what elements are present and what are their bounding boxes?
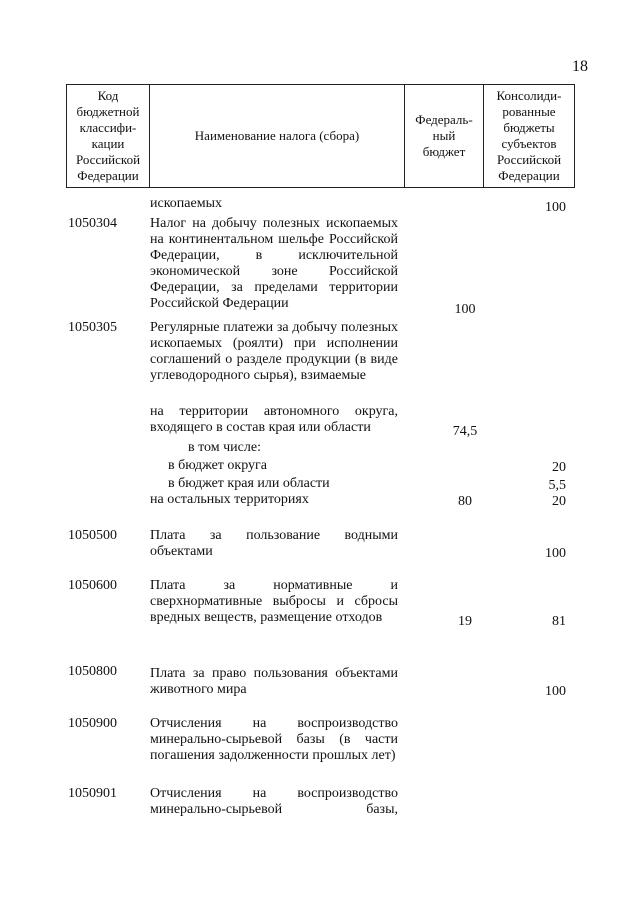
row-1050305-code: 1050305 [68,320,117,335]
row-1050800-code: 1050800 [68,664,117,679]
row-1050901-name: Отчисления на воспроизводство минерально-сырьевой базы, [150,786,398,817]
row-1050305-district-consolidated: 20 [552,460,566,475]
row-1050305-other-consolidated: 20 [552,494,566,509]
row-1050304-name: Налог на добычу полезных ископаемых на континентальном шельфе Российской Федерации, в исключительной экономической зоне Российской Федерации, за пределами территории Российской Федерации [150,216,398,311]
header-name-column: Наименование налога (сбора) [150,85,405,188]
row-1050305-district-budget: в бюджет округа [168,458,267,473]
row-1050800-consolidated: 100 [545,684,566,699]
row-1050305-region-budget: в бюджет края или области [168,476,330,491]
row-continuation-consolidated: 100 [545,200,566,215]
row-1050305-including-label: в том числе: [188,440,261,455]
row-1050305-other-federal: 80 [458,494,472,509]
row-1050900-name: Отчисления на воспроизводство минерально-сырьевой базы (в части погашения задолженности прошлых лет) [150,716,398,763]
row-1050305-autonomous-territory: на территории автономного округа, входящего в состав края или области [150,404,398,435]
row-1050901-code: 1050901 [68,786,117,801]
page-number: 18 [572,58,588,75]
row-1050305-name: Регулярные платежи за добычу полезных ископаемых (роялти) при исполнении соглашений о разделе продукции (в виде углеводородного сырья), взимаемые [150,320,398,383]
header-consolidated-column: Консолиди- рованные бюджеты субъектов Российской Федерации [484,85,575,188]
row-continuation-name: ископаемых [150,196,222,211]
row-1050500-consolidated: 100 [545,546,566,561]
row-1050900-code: 1050900 [68,716,117,731]
row-1050500-code: 1050500 [68,528,117,543]
header-federal-column: Федераль- ный бюджет [405,85,484,188]
row-1050800-name: Плата за право пользования объектами животного мира [150,666,398,697]
row-1050305-other-territories: на остальных территориях [150,492,309,507]
row-1050600-code: 1050600 [68,578,117,593]
row-1050305-region-consolidated: 5,5 [548,478,566,493]
row-1050600-consolidated: 81 [552,614,566,629]
row-1050304-federal: 100 [454,302,476,317]
row-1050304-code: 1050304 [68,216,117,231]
header-code-column: Код бюджетной классифи- кации Российской Федерации [67,85,150,188]
row-1050305-autonomous-federal: 74,5 [452,424,478,439]
row-1050600-name: Плата за нормативные и сверхнормативные выбросы и сбросы вредных веществ, размещение отходов [150,578,398,625]
row-1050500-name: Плата за пользование водными объектами [150,528,398,559]
row-1050600-federal: 19 [458,614,472,629]
